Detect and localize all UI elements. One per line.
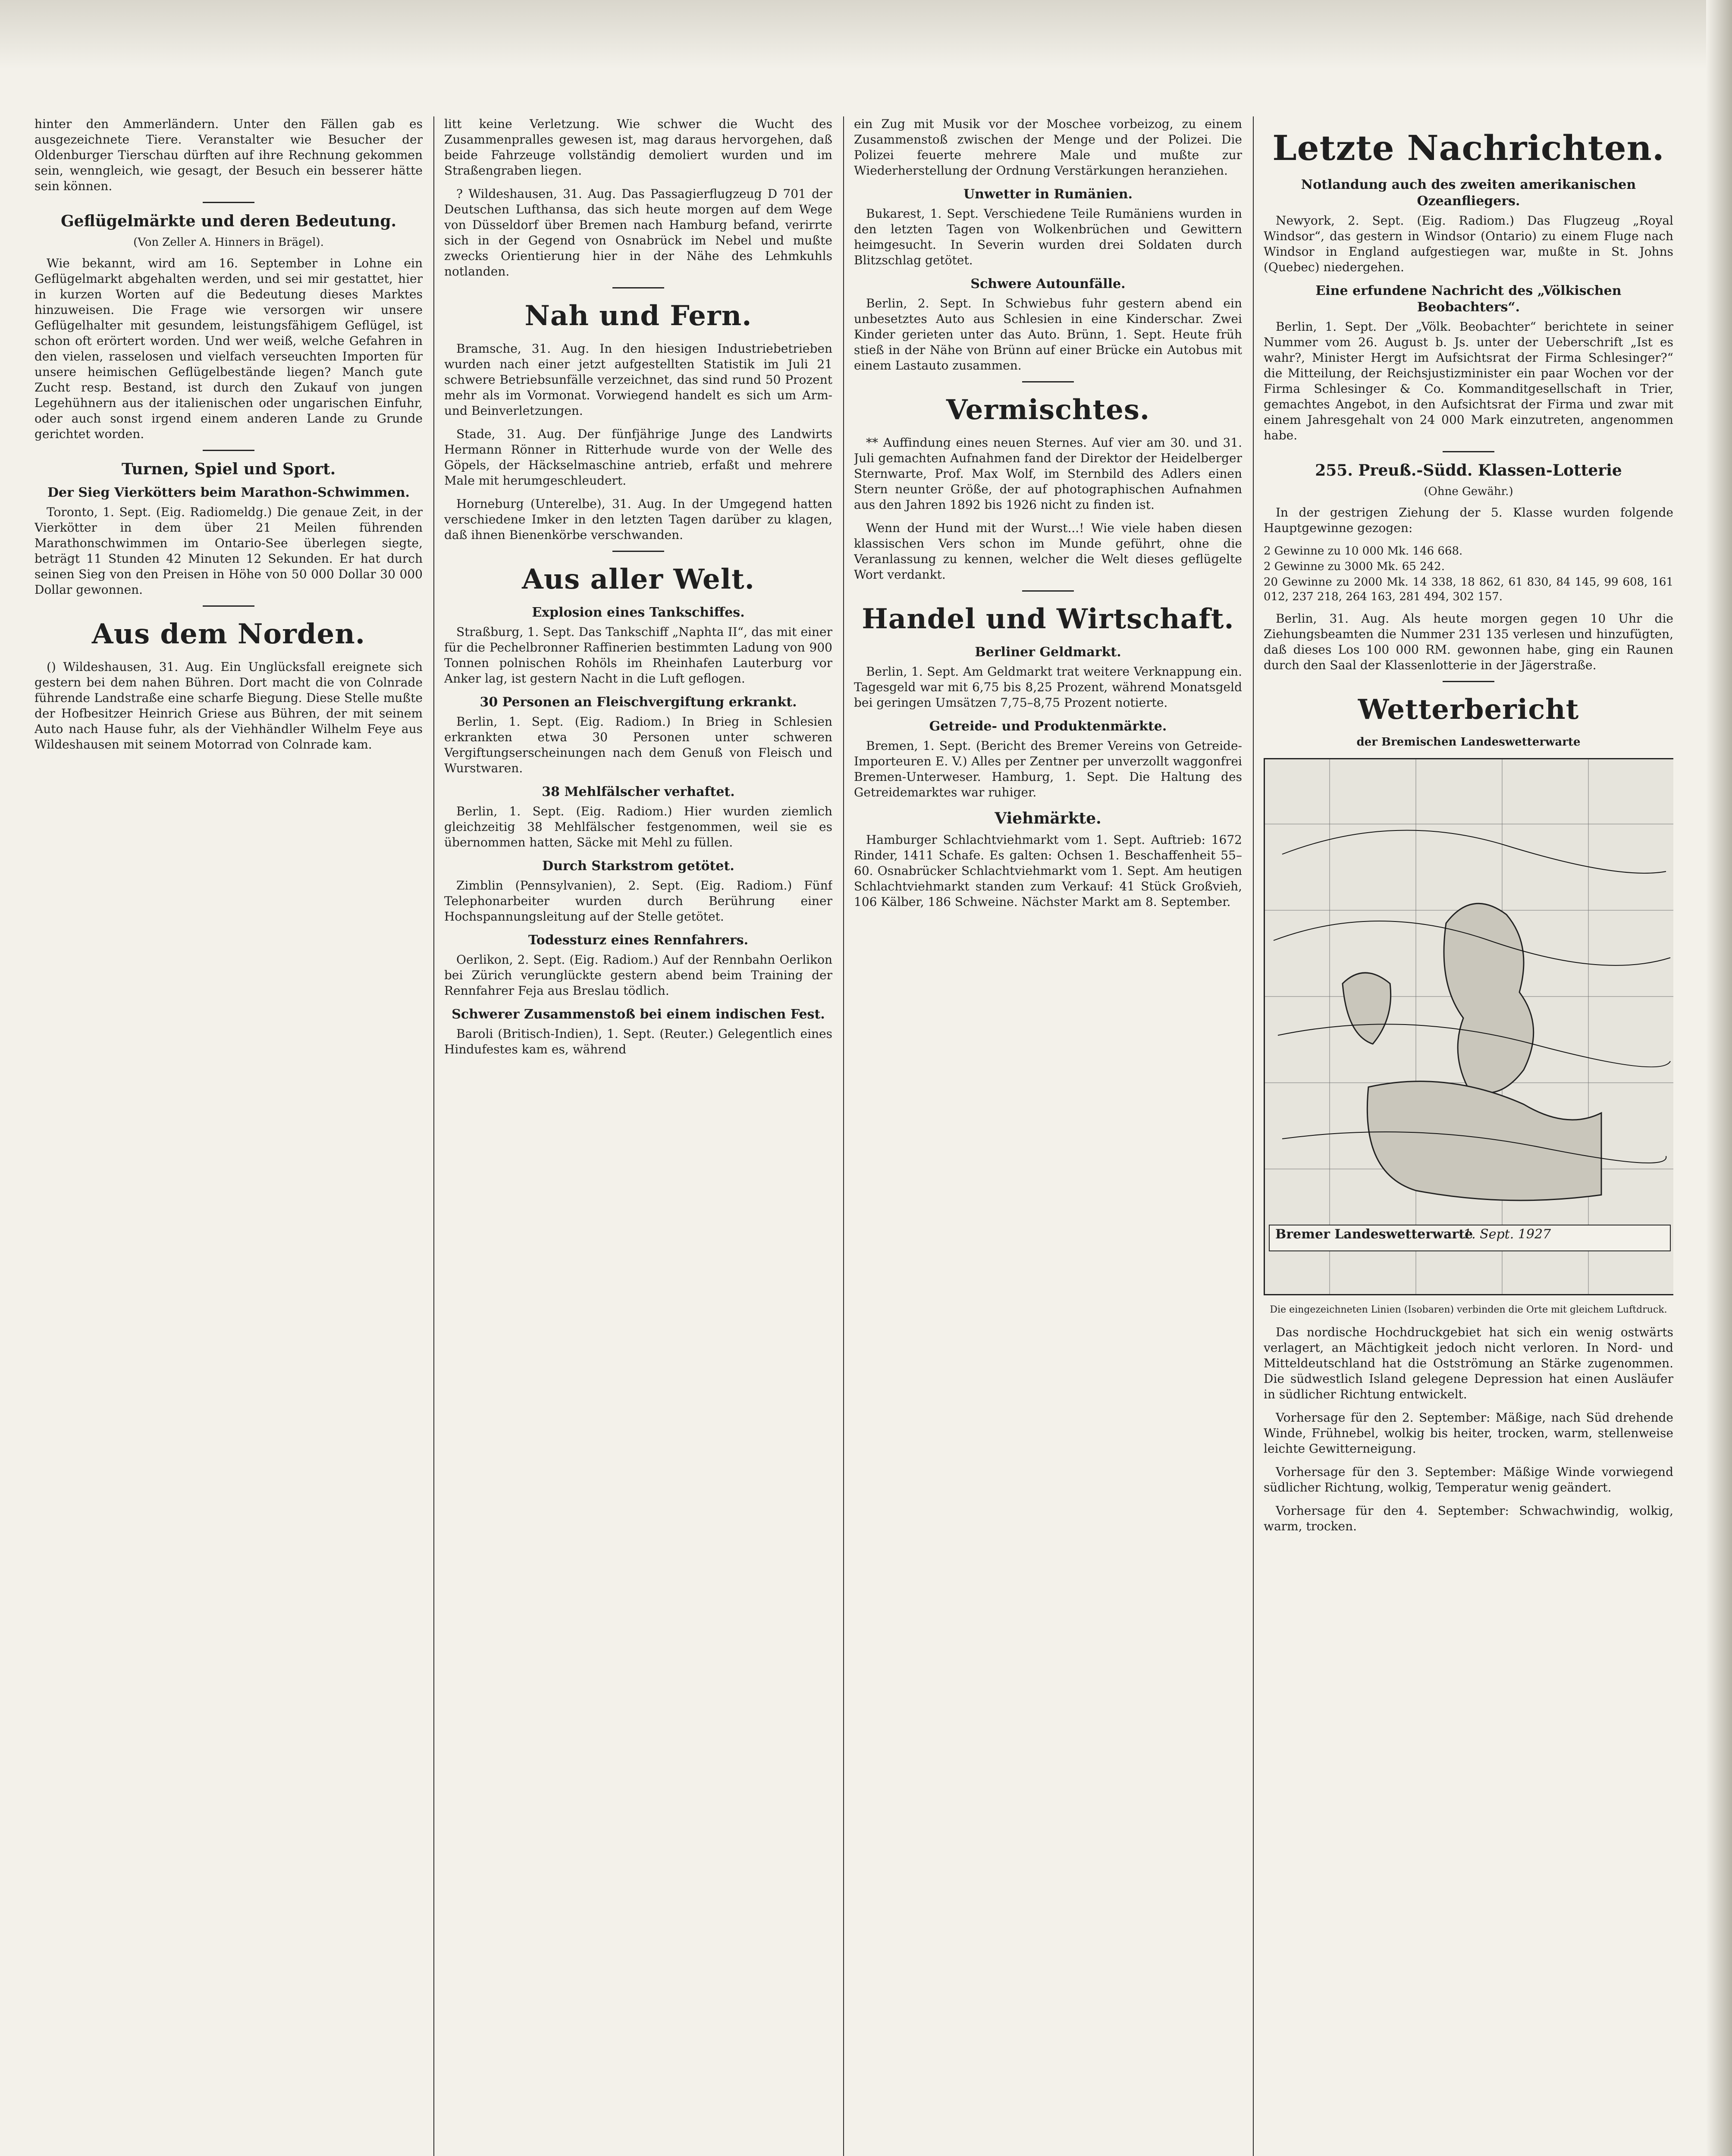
starkstrom-body: Zimblin (Pennsylvanien), 2. Sept. (Eig. Radiom.) Fünf Telephonarbeiter wurden durch Berührung einer Hochspannungsleitung auf der Stelle getötet. xyxy=(444,878,832,924)
fleisch-body: Berlin, 1. Sept. (Eig. Radiom.) In Brieg in Schlesien erkrankten etwa 30 Personen unter schweren Vergiftungserscheinungen nach dem Genuß von Fleisch und Wurstwaren. xyxy=(444,714,832,775)
mehl-body: Berlin, 1. Sept. (Eig. Radiom.) Hier wurden ziemlich gleichzeitig 38 Mehlfälscher festgenommen, weil sie es übernommen hatten, Säcke mit Mehl zu füllen. xyxy=(444,804,832,849)
lotterie-entry: 2 Gewinne zu 3000 Mk. 65 242. xyxy=(1264,560,1445,573)
erfundene-nachricht-heading: Eine erfundene Nachricht des „Völkischen Beobachters“. xyxy=(1315,283,1622,315)
lotterie-body: Berlin, 31. Aug. Als heute morgen gegen 10 Uhr die Ziehungsbeamten die Nummer 231 135 verlesen und hinzufügten, daß dieses Los 100 000 RM. gewonnen habe, ging ein Raunen durch den Saal der Klassenlotterie in der Jägerstraße. xyxy=(1264,611,1673,672)
mehl-heading: 38 Mehlfälscher verhaftet. xyxy=(542,784,735,799)
norden-body: () Wildeshausen, 31. Aug. Ein Unglücksfall ereignete sich gestern bei dem nahen Bühren. Dort macht die von Colnrade führende Landstraße eine scharfe Biegung. Diese Stelle mußte der Hofbesitzer Heinrich Griese aus Bühren, der mit seinem Auto nach Hause fuhr, als der Viehhändler Wilhelm Feye aus Wildeshausen mit seinem Motorrad von Colnrade kam. xyxy=(35,660,423,752)
column-rule xyxy=(433,116,434,2156)
divider xyxy=(1022,590,1074,592)
rumaenien-heading: Unwetter in Rumänien. xyxy=(963,187,1133,202)
geldmarkt-heading: Berliner Geldmarkt. xyxy=(975,645,1121,660)
column-4 xyxy=(1264,116,1673,2156)
autounfaelle-body: Berlin, 2. Sept. In Schwiebus fuhr gestern abend ein unbesetztes Auto aus Schlesien in eine Kinderschar. Zwei Kinder gerieten unter das Auto. Brünn, 1. Sept. Heute früh stieß in der Nähe von Brünn auf einer Brücke ein Autobus mit einem Lastauto zusammen. xyxy=(854,296,1242,373)
column-2 xyxy=(444,116,832,2156)
nah-fern-body: Bramsche, 31. Aug. In den hiesigen Industriebetrieben wurden nach einer jetzt aufgestellten Statistik im Juli 21 schwere Betriebsunfälle verzeichnet, das sind rund 50 Prozent mehr als im Vormonat. Vorwiegend handelt es sich um Arm- und Beinverletzungen. xyxy=(444,342,832,418)
vorhersage-3: Vorhersage für den 3. September: Mäßige Winde vorwiegend südlicher Richtung, wolkig, Temperatur wenig geändert. xyxy=(1264,1465,1673,1495)
vermischtes-body: ** Auffindung eines neuen Sternes. Auf vier am 30. und 31. Juli gemachten Aufnahmen fand der Direktor der Heidelberger Sternwarte, Prof. Max Wolf, im Sternbild des Adlers einen Stern neunter Größe, der auf photographischen Aufnahmen aus den Jahren 1892 bis 1926 nicht zu finden ist. xyxy=(854,436,1242,512)
col1-intro: hinter den Ammerländern. Unter den Fällen gab es ausgezeichnete Tiere. Veranstalter wie Besucher der Oldenburger Tierschau dürften auf ihre Rechnung gekommen sein, wenngleich, wie gesagt, der Besuch ein besserer hätte sein können. xyxy=(35,117,423,193)
weather-map-drawing xyxy=(1265,759,1673,1294)
divider xyxy=(612,287,664,288)
col3-intro: ein Zug mit Musik vor der Moschee vorbeizog, zu einem Zusammenstoß zwischen der Menge und der Polizei. Die Polizei feuerte mehrere Male und mußte zur Wiederherstellung der Ordnung Verstärkungen heranziehen. xyxy=(854,117,1242,178)
notlandung-body: Newyork, 2. Sept. (Eig. Radiom.) Das Flugzeug „Royal Windsor“, das gestern in Windsor (Ontario) zu einem Fluge nach Windsor in England aufgestiegen war, mußte in St. Johns (Quebec) niedergehen. xyxy=(1264,213,1673,274)
turnen-heading: Turnen, Spiel und Sport. xyxy=(121,460,336,478)
rennfahrer-body: Oerlikon, 2. Sept. (Eig. Radiom.) Auf der Rennbahn Oerlikon bei Zürich verunglückte gestern abend beim Training der Rennfahrer Feja aus Breslau tödlich. xyxy=(444,953,832,998)
turnen-subheading: Der Sieg Vierkötters beim Marathon-Schwimmen. xyxy=(47,485,410,500)
aller-welt-heading: Aus aller Welt. xyxy=(522,563,755,595)
starkstrom-heading: Durch Starkstrom getötet. xyxy=(542,859,734,874)
zusammenstoss-heading: Schwerer Zusammenstoß bei einem indischen Fest. xyxy=(452,1007,825,1022)
weather-map-label: Bremer Landeswetterwarte xyxy=(1275,1227,1473,1242)
column-rule xyxy=(843,116,844,2156)
wetter-body: Das nordische Hochdruckgebiet hat sich ein wenig ostwärts verlagert, an Mächtigkeit jedoch nicht verloren. In Nord- und Mitteldeutschland hat die Ostströmung an Stärke zugenommen. Die südwestlich Island gelegene Depression hat einen Ausläufer in südlicher Richtung entwickelt. xyxy=(1264,1325,1673,1401)
divider xyxy=(612,551,664,552)
nah-fern-heading: Nah und Fern. xyxy=(524,300,752,332)
norden-heading: Aus dem Norden. xyxy=(91,618,366,650)
wetterbericht-subheading: der Bremischen Landeswetterwarte xyxy=(1356,736,1581,749)
rennfahrer-heading: Todessturz eines Rennfahrers. xyxy=(528,933,749,948)
lotterie-note: (Ohne Gewähr.) xyxy=(1424,485,1513,498)
letzte-nachrichten-heading: Letzte Nachrichten. xyxy=(1272,128,1665,168)
lotterie-entry: 2 Gewinne zu 10 000 Mk. 146 668. xyxy=(1264,545,1463,558)
newspaper-page xyxy=(35,34,1697,2156)
divider xyxy=(203,450,254,451)
vorhersage-2: Vorhersage für den 2. September: Mäßige, nach Süd drehende Winde, Frühnebel, wolkig bis heiter, trocken, warm, stellenweise leichte Gewitterneigung. xyxy=(1264,1410,1673,1456)
viehmaerkte-heading: Viehmärkte. xyxy=(995,809,1101,827)
handel-heading: Handel und Wirtschaft. xyxy=(862,603,1234,635)
tankschiff-subheading: Explosion eines Tankschiffes. xyxy=(532,605,745,620)
turnen-body: Toronto, 1. Sept. (Eig. Radiomeldg.) Die genaue Zeit, in der Vierkötter in dem über 21 Meilen führenden Marathonschwimmen im Ontario-See überlegen siegte, beträgt 11 Stunden 42 Minuten 12 Sekunden. Er hat durch seinen Sieg von den Preisen in Höhe von 50 000 Dollar 30 000 Dollar gewonnen. xyxy=(35,505,423,597)
vorhersage-4: Vorhersage für den 4. September: Schwachwindig, wolkig, warm, trocken. xyxy=(1264,1504,1673,1533)
wetterbericht-heading: Wetterbericht xyxy=(1358,693,1579,726)
flugzeug-item: ? Wildeshausen, 31. Aug. Das Passagierflugzeug D 701 der Deutschen Lufthansa, das sich heute morgen auf dem Wege von Düsseldorf über Bremen nach Hamburg befand, verirrte sich in der Gegend von Osnabrück im Nebel und mußte zwecks Orientierung hier in der Nähe des Lehmkuhls notlanden. xyxy=(444,187,832,279)
lotterie-heading: 255. Preuß.-Südd. Klassen-Lotterie xyxy=(1315,461,1622,479)
page-fold-edge xyxy=(1706,0,1732,2156)
lotterie-entry: 20 Gewinne zu 2000 Mk. 14 338, 18 862, 61 830, 84 145, 99 608, 161 012, 237 218, 264 163, 281 494, 302 157. xyxy=(1264,576,1673,603)
divider xyxy=(1022,381,1074,382)
gefluegel-heading: Geflügelmärkte und deren Bedeutung. xyxy=(60,212,397,230)
zusammenstoss-body: Baroli (Britisch-Indien), 1. Sept. (Reuter.) Gelegentlich eines Hindufestes kam es, während xyxy=(444,1027,832,1056)
divider xyxy=(1443,451,1494,452)
horneburg-item: Horneburg (Unterelbe), 31. Aug. In der Umgegend hatten verschiedene Imker in den letzten Tagen darüber zu klagen, daß ihnen Bienenkörbe verschwanden. xyxy=(444,497,832,542)
vermischtes-heading: Vermischtes. xyxy=(946,394,1150,426)
gefluegel-byline: (Von Zeller A. Hinners in Brägel). xyxy=(133,236,324,249)
tankschiff-body: Straßburg, 1. Sept. Das Tankschiff „Naphta II“, das mit einer für die Pechelbronner Raffinerien bestimmten Ladung von 900 Tonnen polnischen Rohöls im Rheinhafen Lauterburg vor Anker lag, ist gestern Nacht in die Luft geflogen. xyxy=(444,625,832,686)
divider xyxy=(1443,681,1494,682)
col2-intro: litt keine Verletzung. Wie schwer die Wucht des Zusammenpralles gewesen ist, mag daraus hervorgehen, daß beide Fahrzeuge vollständig demoliert wurden und im Straßengraben liegen. xyxy=(444,117,832,178)
geldmarkt-body: Berlin, 1. Sept. Am Geldmarkt trat weitere Verknappung ein. Tagesgeld war mit 6,75 bis 8,25 Prozent, während Monatsgeld bei geringen Umsätzen 7,75–8,75 Prozent notierte. xyxy=(854,664,1242,710)
wurst-item: Wenn der Hund mit der Wurst...! Wie viele haben diesen klassischen Vers schon im Munde geführt, ohne die Veranlassung zu kennen, welcher die Welt dieses geflügelte Wort verdankt. xyxy=(854,521,1242,582)
autounfaelle-heading: Schwere Autounfälle. xyxy=(970,276,1126,291)
weather-map xyxy=(1264,758,1673,1295)
column-1 xyxy=(35,116,423,2156)
rumaenien-body: Bukarest, 1. Sept. Verschiedene Teile Rumäniens wurden in den letzten Tagen von Wolkenbrüchen und Gewittern heimgesucht. In Severin wurden drei Soldaten durch Blitzschlag getötet. xyxy=(854,207,1242,267)
column-rule xyxy=(1253,116,1254,2156)
viehmaerkte-body: Hamburger Schlachtviehmarkt vom 1. Sept. Auftrieb: 1672 Rinder, 1411 Schafe. Es galten: Ochsen 1. Beschaffenheit 55–60. Osnabrücker Schlachtviehmarkt vom 1. Sept. Am heutigen Schlachtviehmarkt standen zum Verkauf: 41 Stück Großvieh, 106 Kälber, 186 Schweine. Nächster Markt am 8. September. xyxy=(854,833,1242,909)
weather-map-date: 1. Sept. 1927 xyxy=(1463,1227,1551,1242)
fleisch-heading: 30 Personen an Fleischvergiftung erkrankt. xyxy=(480,695,797,710)
erfundene-nachricht-body: Berlin, 1. Sept. Der „Völk. Beobachter“ berichtete in seiner Nummer vom 26. August b. Js. unter der Ueberschrift „Ist es wahr?, Minister Hergt im Aufsichtsrat der Firma Schlesinger?“ die Mitteilung, der Reichsjustizminister ein paar Wochen vor der Firma Schlesinger & Co. Kommanditgesellschaft in Trier, gemachtes Angebot, in den Aufsichtsrat der Firma und zwar mit einem Jahresgehalt von 24 000 Mark einzutreten, angenommen habe. xyxy=(1264,320,1673,442)
lotterie-intro: In der gestrigen Ziehung der 5. Klasse wurden folgende Hauptgewinne gezogen: xyxy=(1264,505,1673,535)
notlandung-subheading: Notlandung auch des zweiten amerikanischen Ozeanfliegers. xyxy=(1301,177,1636,209)
getreide-body: Bremen, 1. Sept. (Bericht des Bremer Vereins von Getreide-Importeuren E. V.) Alles per Zentner per unverzollt waggonfrei Bremen-Unterweser. Hamburg, 1. Sept. Die Haltung des Getreidemarktes war ruhiger. xyxy=(854,739,1242,799)
column-3 xyxy=(854,116,1242,2156)
divider xyxy=(203,605,254,607)
weather-map-legend: Die eingezeichneten Linien (Isobaren) verbinden die Orte mit gleichem Luftdruck. xyxy=(1270,1304,1667,1315)
divider xyxy=(203,202,254,203)
gefluegel-body: Wie bekannt, wird am 16. September in Lohne ein Geflügelmarkt abgehalten werden, und sei mir gestattet, hier in kurzen Worten auf die Bedeutung dieses Marktes hinzuweisen. Die Frage wie versorgen wir unsere Geflügelhalter mit gesundem, leistungsfähigem Geflügel, ist schon oft erörtert worden. Und wer weiß, welche Gefahren in den vielen, rasselosen und vielfach verseuchten Importen für unsere heimischen Geflügelbestände liegen? Manch gute Zucht resp. Bestand, ist durch den Zukauf von jungen Legehühnern aus der italienischen oder ungarischen Einfuhr, oder auch sonst irgend einem anderen Lande zu Grunde gerichtet worden. xyxy=(35,256,423,441)
getreide-heading: Getreide- und Produktenmärkte. xyxy=(929,719,1167,734)
stade-item: Stade, 31. Aug. Der fünfjährige Junge des Landwirts Hermann Rönner in Ritterhude wurde von der Welle des Göpels, der Häckselmaschine antrieb, erfaßt und mehrere Male mit herumgeschleudert. xyxy=(444,427,832,488)
lotterie-list xyxy=(1264,544,1673,604)
